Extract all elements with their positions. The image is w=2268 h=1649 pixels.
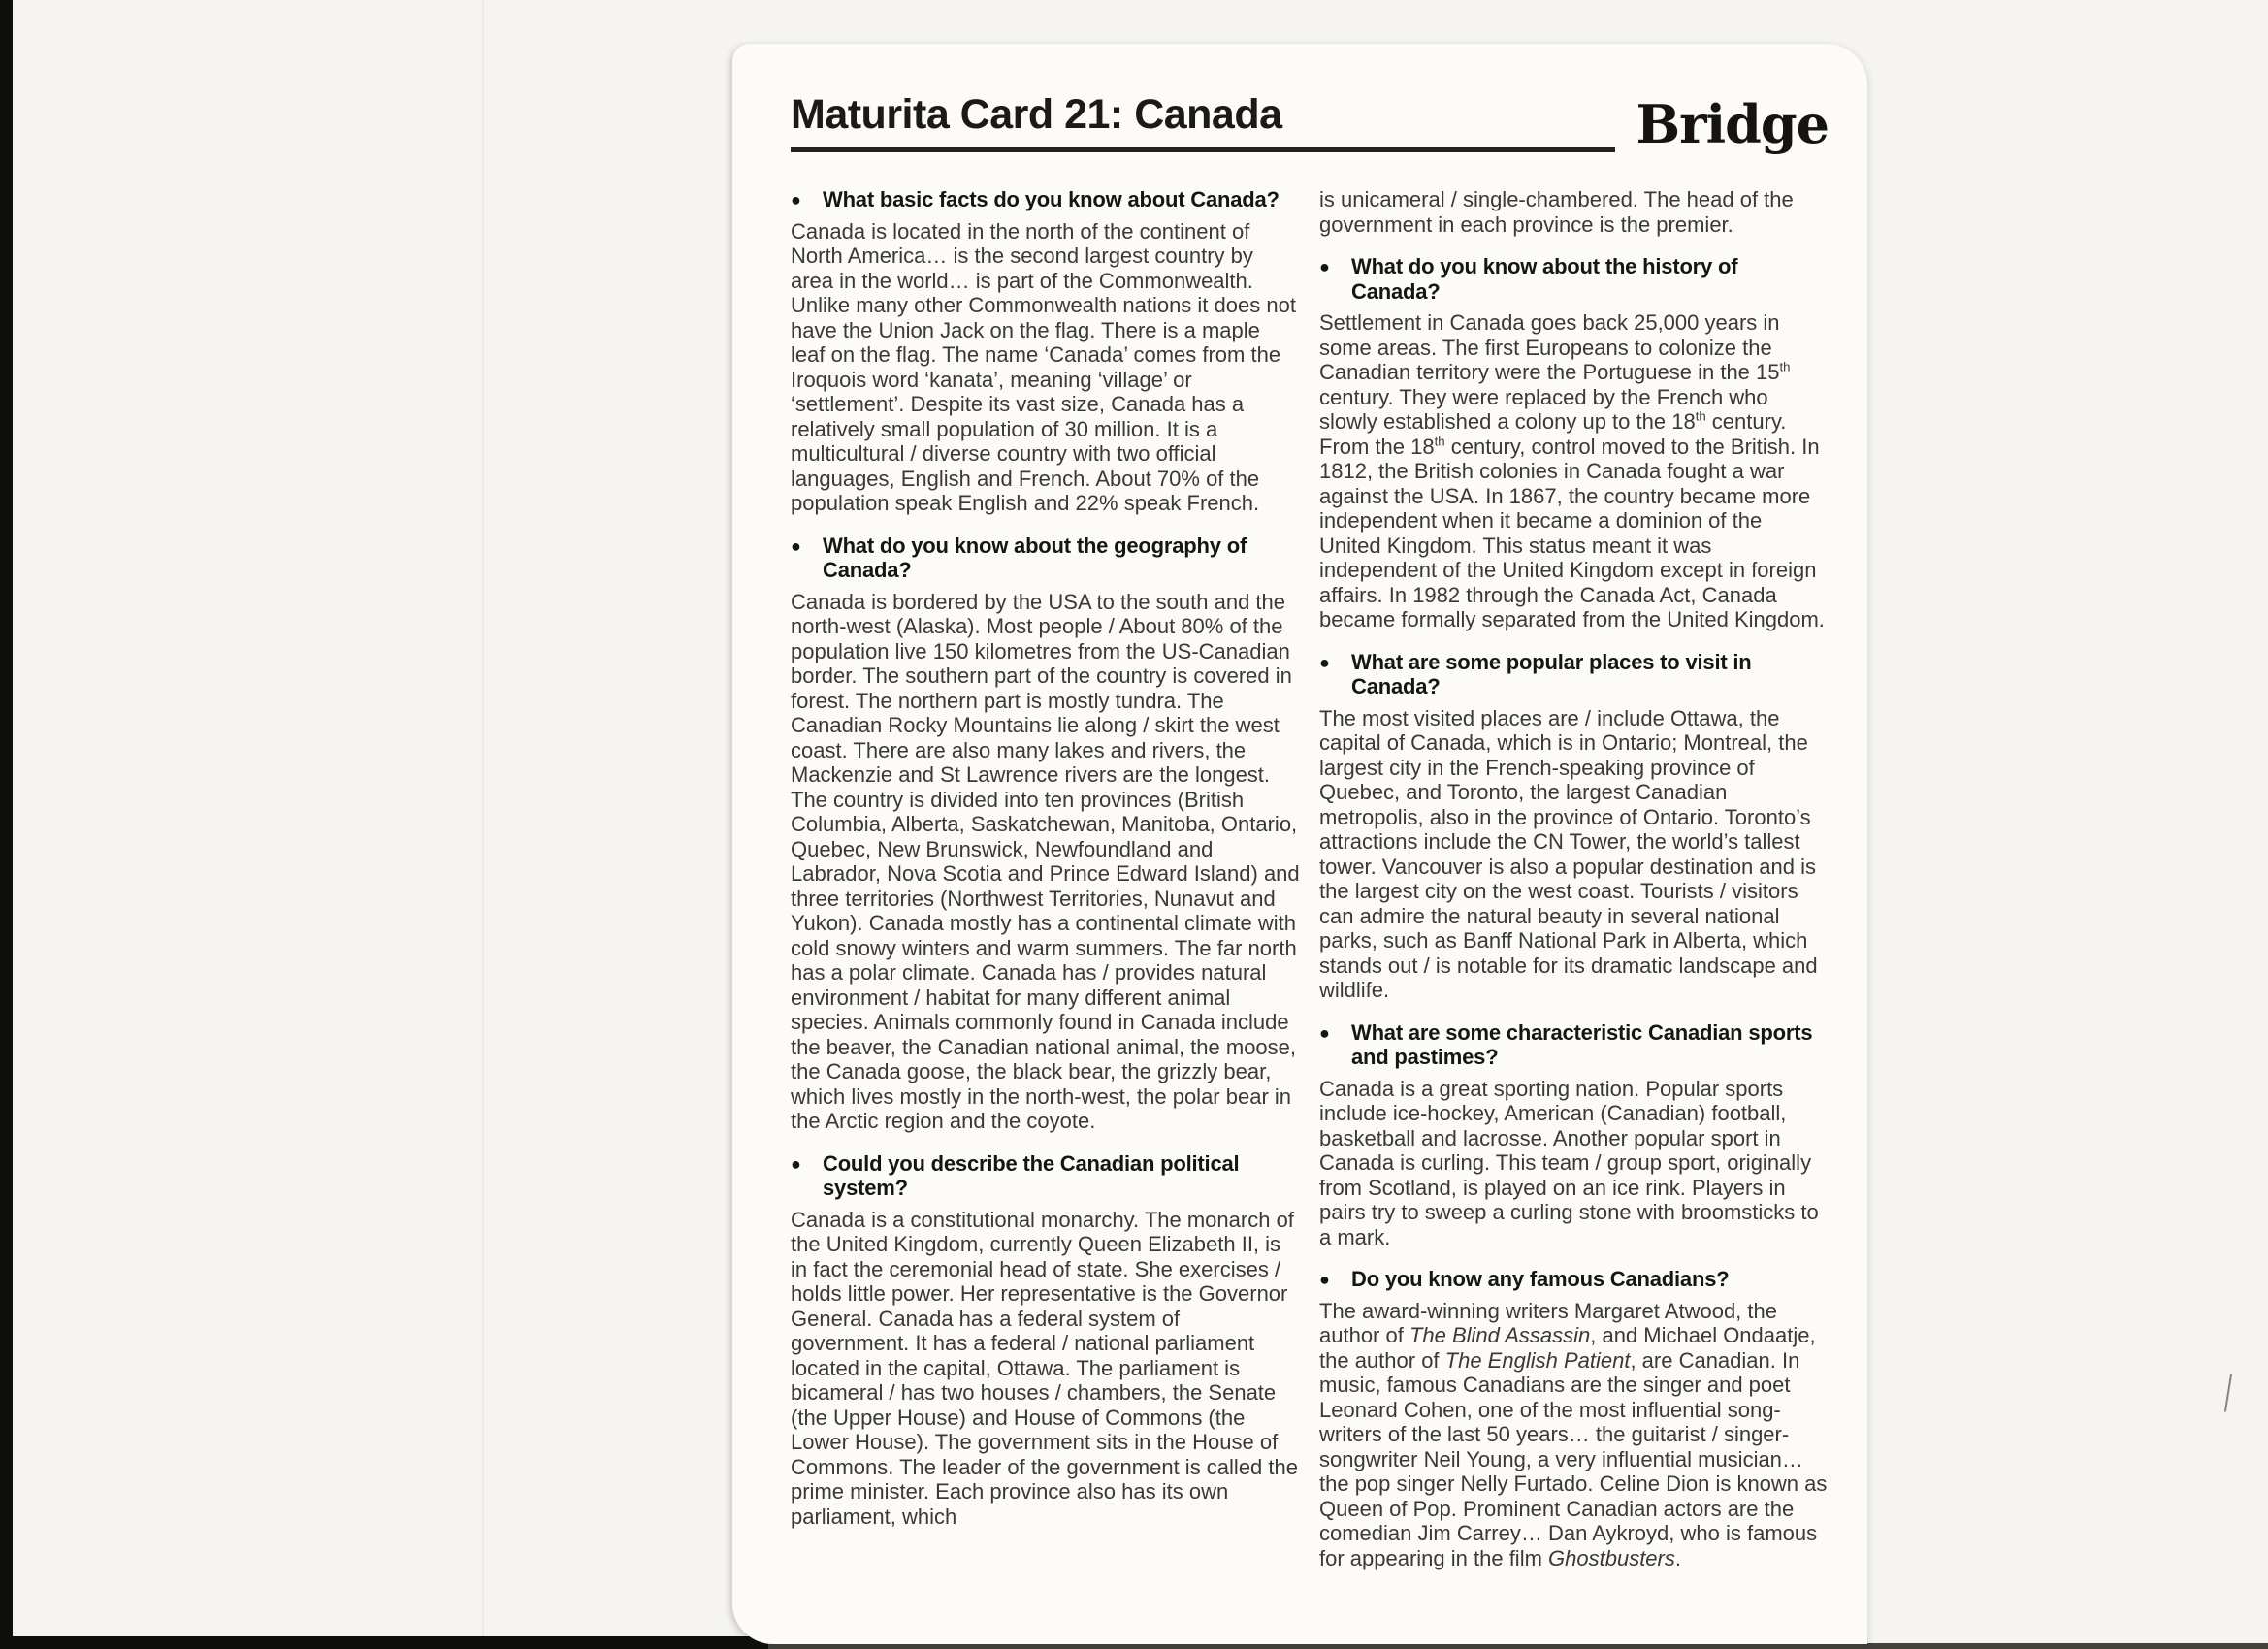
question-text: What are some popular places to visit in Canada? bbox=[1351, 649, 1752, 698]
question-text: What do you know about the geography of Canada? bbox=[823, 533, 1247, 582]
question-heading bbox=[1319, 1020, 1829, 1070]
paragraph: The most visited places are / include Ottawa, the capital of Canada, which is in Ontario; Montreal, the largest city in the French-speaking province of Quebec, and Toronto, the largest Canadian metropolis, also in the province of Ontario. Toronto’s attractions include the CN Tower, the world’s tallest tower. Vancouver is also a popular destination and is the largest city on the west coast. Tourists / visitors can admire the natural beauty in several national parks, such as Banff National Park in Alberta, which stands out / is notable for its dramatic landscape and wildlife. bbox=[1319, 705, 1818, 1002]
paragraph: Canada is bordered by the USA to the south and the north-west (Alaska). Most people / About 80% of the population live 150 kilometres from the US-Canadian border. The southern part of the country is covered in forest. The northern part is mostly tundra. The Canadian Rocky Mountains lie along / skirt the west coast. There are also many lakes and rivers, the Mackenzie and St Lawrence rivers are the longest. The country is divided into ten provinces (British Columbia, Alberta, Saskatchewan, Manitoba, Ontario, Quebec, New Brunswick, Newfoundland and Labrador, Nova Scotia and Prince Edward Island) and three territories (Northwest Territories, Nunavut and Yukon). Canada mostly has a continental climate with cold snowy winters and warm summers. The far north has a polar climate. Canada has / provides natural environment / habitat for many different animal species. Animals commonly found in Canada include the beaver, the Canadian national animal, the moose, the Canada goose, the black bear, the grizzly bear, which lives mostly in the north-west, the polar bear in the Arctic region and the coyote. bbox=[791, 589, 1300, 1133]
scan-edge-left bbox=[0, 0, 13, 1649]
question-heading bbox=[1319, 1267, 1829, 1292]
paragraph: Canada is located in the north of the continent of North America… is the second largest country by area in the world… is part of the Commonwealth. Unlike many other Commonwealth nations it does not have the Union Jack on the flag. There is a maple leaf on the flag. The name ‘Canada’ comes from the Iroquois word ‘kanata’, meaning ‘village’ or ‘settlement’. Despite its vast size, Canada has a relatively small population of 30 million. It is a multicultural / diverse country with two official languages, English and French. About 70% of the population speak English and 22% speak French. bbox=[791, 218, 1296, 515]
column-left bbox=[791, 187, 1300, 1570]
bullet-icon: ● bbox=[1319, 1270, 1330, 1289]
bullet-icon: ● bbox=[791, 535, 801, 556]
paragraph: Canada is a constitutional monarchy. The monarch of the United Kingdom, currently Queen Elizabeth II, is in fact the ceremonial head of state. She exercises / holds little power. Her representative is the Governor General. Canada has a federal system of government. It has a federal / national parliament located in the capital, Ottawa. The parliament is bicameral / has two houses / chambers, the Senate (the Upper House) and House of Commons (the Lower House). The government sits in the House of Commons. The leader of the government is called the prime minister. Each province also has its own parliament, which bbox=[791, 1207, 1298, 1529]
question-text: What basic facts do you know about Canada? bbox=[823, 187, 1280, 211]
card-header bbox=[791, 91, 1829, 155]
bullet-icon: ● bbox=[791, 1153, 801, 1174]
column-right bbox=[1319, 187, 1829, 1570]
scan-edge-bottom-left bbox=[0, 1636, 768, 1649]
question-heading bbox=[791, 534, 1300, 583]
bullet-icon: ● bbox=[1319, 652, 1330, 672]
paragraph: is unicameral / single-chambered. The head of the government in each province is the premier. bbox=[1319, 187, 1794, 237]
pen-mark bbox=[2224, 1374, 2232, 1412]
bullet-icon: ● bbox=[1319, 257, 1330, 276]
question-text: Do you know any famous Canadians? bbox=[1351, 1267, 1730, 1291]
question-text: Could you describe the Canadian political system? bbox=[823, 1150, 1240, 1200]
question-heading bbox=[791, 1151, 1300, 1201]
text-columns bbox=[791, 187, 1829, 1570]
brand-logo: Bridge bbox=[1636, 93, 1829, 155]
question-text: What are some characteristic Canadian sports and pastimes? bbox=[1351, 1019, 1813, 1069]
paragraph: The award-winning writers Margaret Atwood, the author of The Blind Assassin, and Michael Ondaatje, the author of The English Patient, are Canadian. In music, famous Canadians are the singer and poet Leonard Cohen, one of the most influential song-writers of the last 50 years… the guitarist / singer-songwriter Neil Young, a very influential musician… the pop singer Nelly Furtado. Celine Dion is known as Queen of Pop. Prominent Canadian actors are the comedian Jim Carrey… Dan Aykroyd, who is famous for appearing in the film Ghostbusters. bbox=[1319, 1298, 1828, 1570]
bullet-icon: ● bbox=[791, 190, 801, 210]
question-heading bbox=[1319, 650, 1829, 699]
page-title: Maturita Card 21: Canada bbox=[791, 91, 1282, 138]
question-text: What do you know about the history of Canada? bbox=[1351, 254, 1738, 304]
paragraph: Canada is a great sporting nation. Popular sports include ice-hockey, American (Canadian) football, basketball and lacrosse. Another popular sport in Canada is curling. This team / group sport, originally from Scotland, is played on an ice rink. Players in pairs try to sweep a curling stone with broomsticks to a mark. bbox=[1319, 1076, 1819, 1249]
paragraph: Settlement in Canada goes back 25,000 years in some areas. The first Europeans to colonize the Canadian territory were the Portuguese in the 15th century. They were replaced by the French who slowly established a colony up to the 18th century. From the 18th century, control moved to the British. In 1812, the British colonies in Canada fought a war against the USA. In 1867, the country became more independent when it became a dominion of the United Kingdom. This status meant it was independent of the United Kingdom except in foreign affairs. In 1982 through the Canada Act, Canada became formally separated from the United Kingdom. bbox=[1319, 310, 1825, 631]
question-heading bbox=[1319, 254, 1829, 304]
title-underline bbox=[791, 91, 1615, 152]
question-heading bbox=[791, 187, 1300, 212]
maturita-card bbox=[732, 44, 1867, 1644]
page-fold-line bbox=[482, 0, 484, 1649]
bullet-icon: ● bbox=[1319, 1022, 1330, 1043]
